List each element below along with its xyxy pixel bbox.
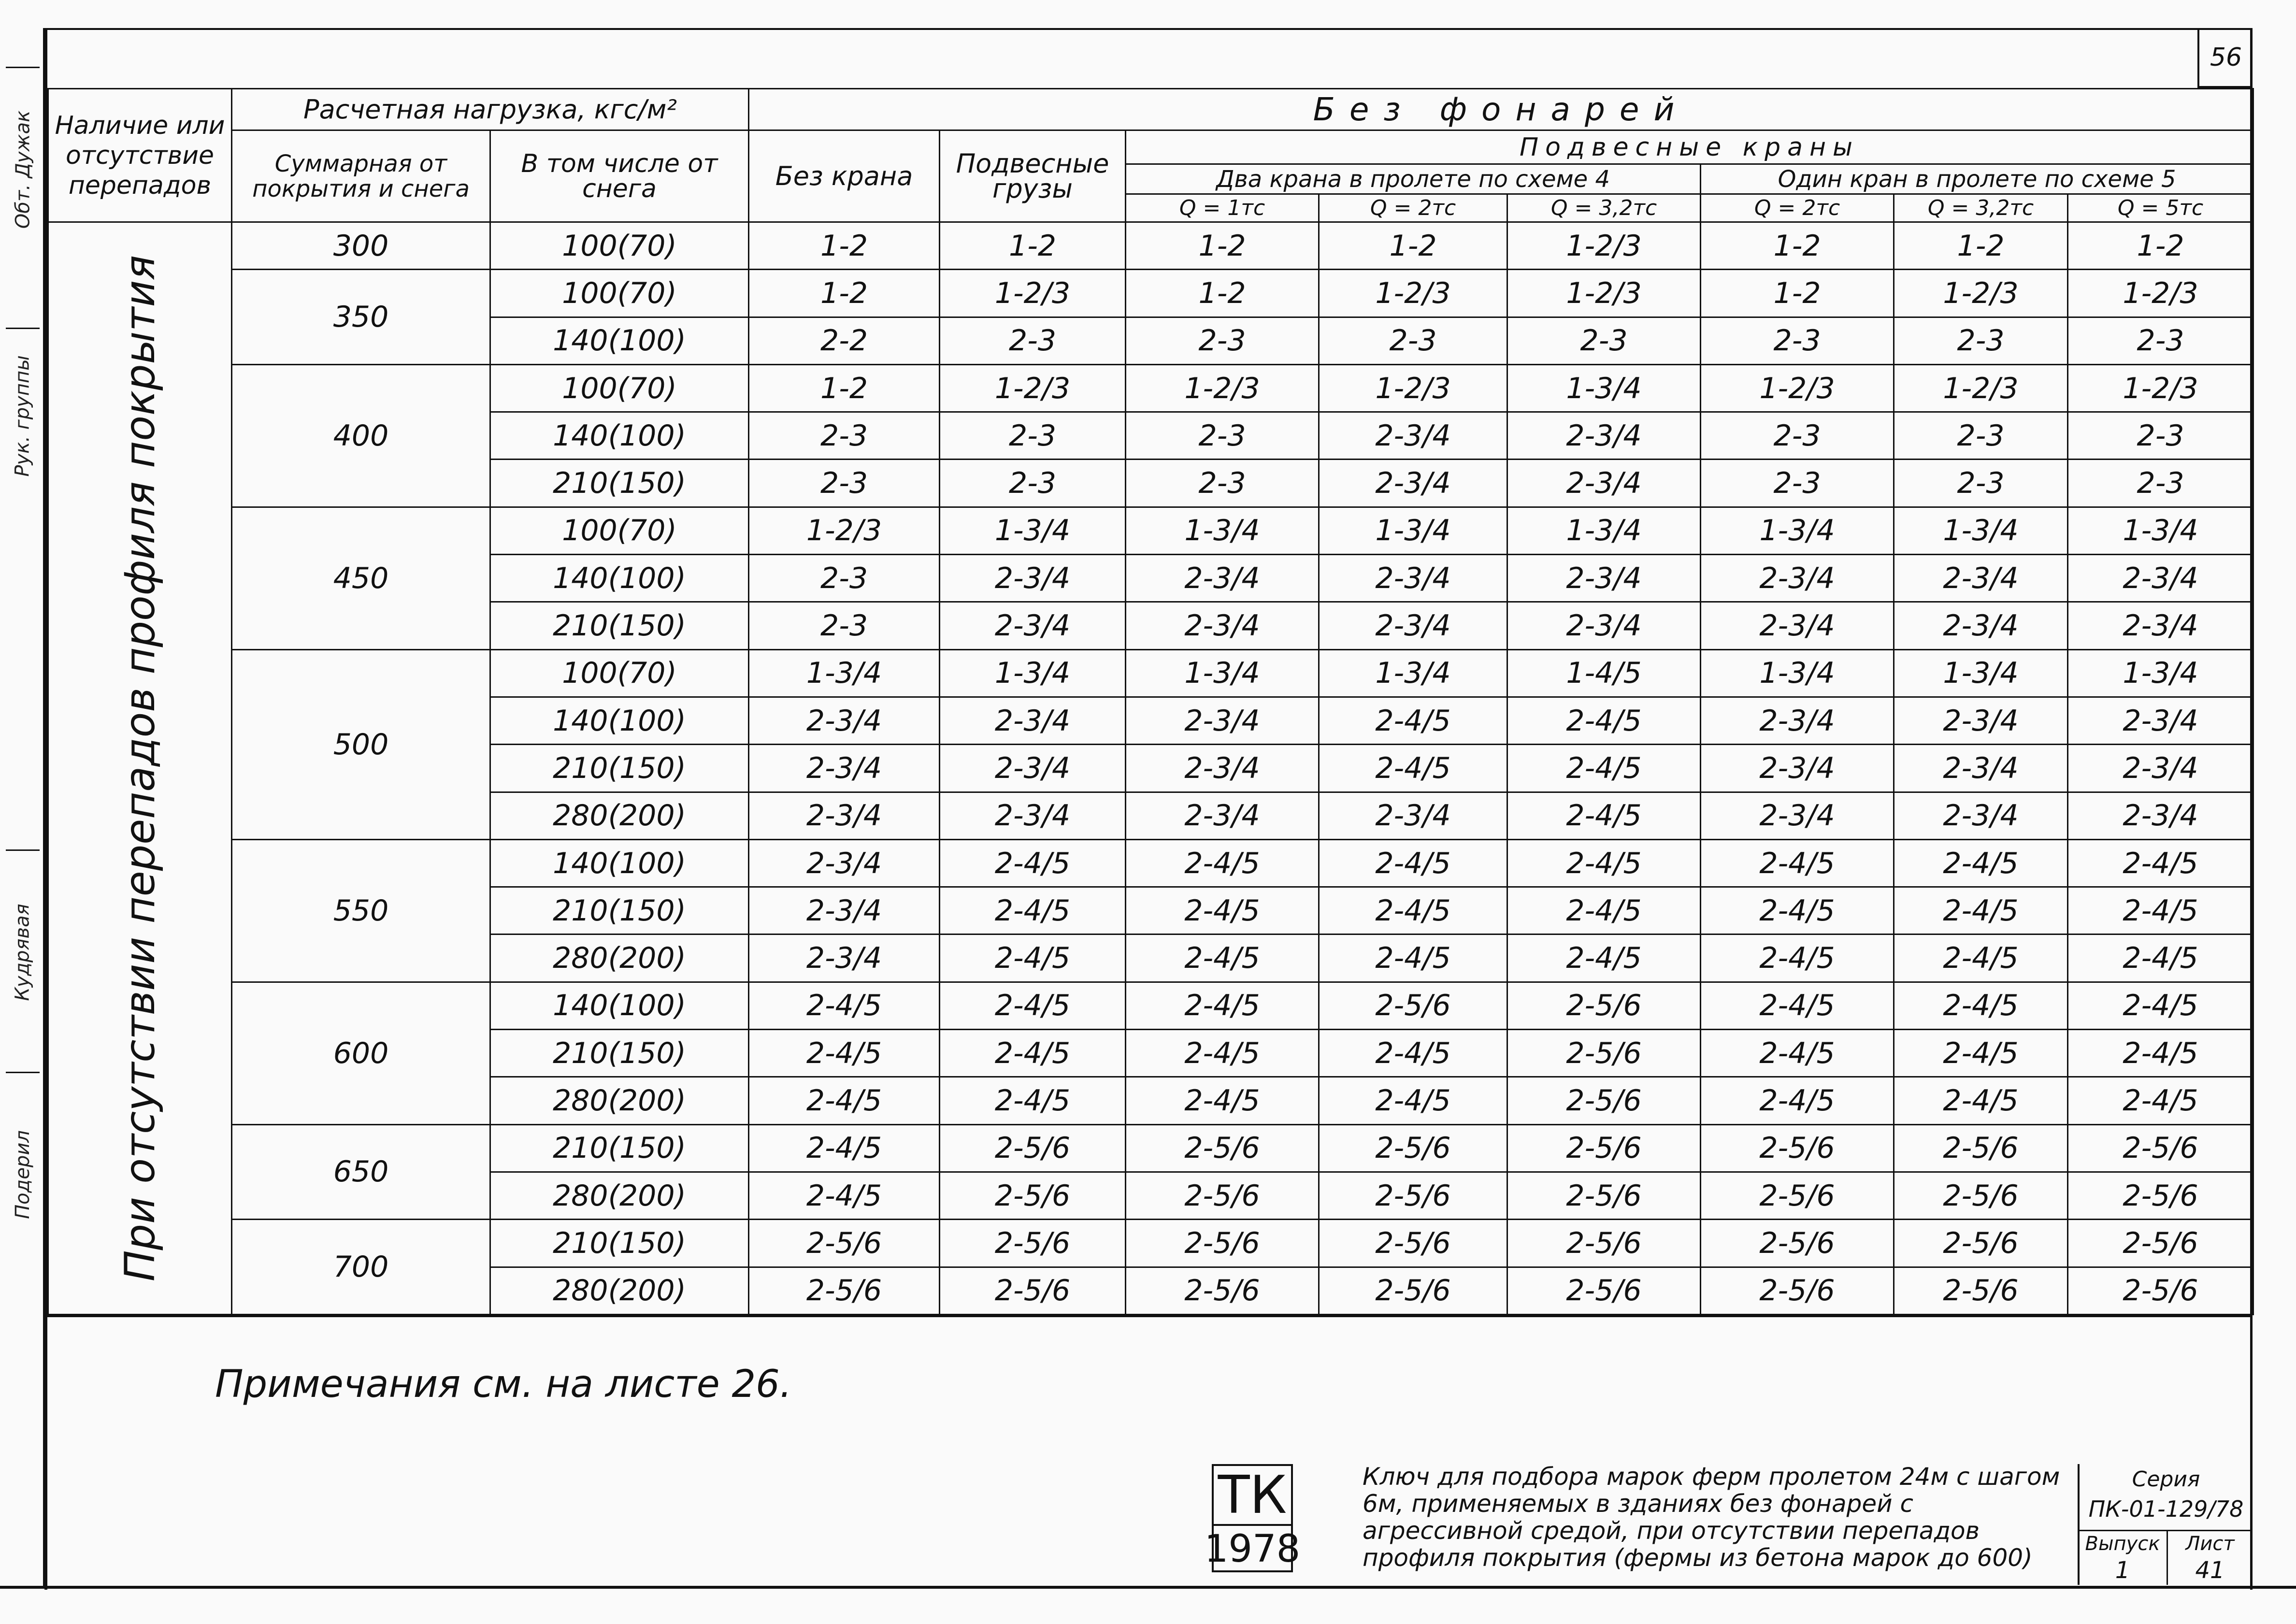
truss-grade-cell: 2-4/5	[2068, 839, 2253, 887]
snow-load-cell: 140(100)	[490, 317, 749, 364]
total-load-cell: 450	[232, 507, 490, 649]
truss-grade-cell: 1-2/3	[1894, 270, 2068, 317]
truss-grade-cell: 1-3/4	[2068, 649, 2253, 697]
snow-load-cell: 140(100)	[490, 982, 749, 1029]
truss-grade-cell: 2-5/6	[940, 1124, 1126, 1172]
truss-grade-cell: 2-3/4	[2068, 697, 2253, 744]
truss-grade-cell: 2-4/5	[1507, 934, 1701, 982]
truss-grade-cell: 1-3/4	[2068, 507, 2253, 554]
snow-load-cell: 210(150)	[490, 460, 749, 507]
truss-grade-cell: 2-5/6	[1701, 1267, 1894, 1314]
total-load-cell: 500	[232, 649, 490, 839]
truss-grade-cell: 1-3/4	[1319, 507, 1507, 554]
truss-grade-cell: 2-4/5	[1126, 934, 1319, 982]
truss-grade-cell: 1-2/3	[1894, 364, 2068, 412]
truss-grade-cell: 2-3	[1126, 317, 1319, 364]
truss-grade-cell: 2-3	[1701, 460, 1894, 507]
total-load-cell: 400	[232, 364, 490, 507]
truss-grade-cell: 1-2	[1126, 222, 1319, 270]
truss-grade-cell: 2-5/6	[1507, 982, 1701, 1029]
truss-grade-cell: 2-3	[1701, 317, 1894, 364]
total-load-cell: 350	[232, 270, 490, 365]
truss-grade-cell: 2-3	[2068, 317, 2253, 364]
snow-load-cell: 210(150)	[490, 602, 749, 649]
truss-grade-cell: 2-3	[1701, 412, 1894, 460]
truss-grade-cell: 2-3/4	[1894, 697, 2068, 744]
truss-grade-cell: 2-3	[1894, 460, 2068, 507]
truss-grade-cell: 2-3/4	[1126, 792, 1319, 839]
truss-grade-cell: 2-3/4	[2068, 745, 2253, 792]
truss-grade-cell: 2-5/6	[1507, 1124, 1701, 1172]
header-capacity: Q = 2тс	[1319, 194, 1507, 222]
truss-grade-cell: 2-4/5	[1126, 982, 1319, 1029]
truss-grade-cell: 2-3/4	[1701, 745, 1894, 792]
truss-grade-cell: 2-3/4	[1126, 602, 1319, 649]
truss-grade-cell: 2-4/5	[749, 1030, 940, 1077]
side-label: При отсутствии перепадов профиля покрытия	[115, 255, 164, 1282]
strip-cell	[6, 1072, 40, 1276]
truss-grade-cell: 2-4/5	[1701, 934, 1894, 982]
total-load-cell: 650	[232, 1124, 490, 1220]
truss-grade-cell: 1-3/4	[1507, 507, 1701, 554]
truss-grade-cell: 1-2	[749, 270, 940, 317]
truss-grade-cell: 2-3/4	[2068, 602, 2253, 649]
truss-grade-cell: 2-5/6	[940, 1172, 1126, 1219]
truss-grade-cell: 2-3/4	[2068, 792, 2253, 839]
truss-grade-cell: 1-2	[1126, 270, 1319, 317]
truss-grade-cell: 2-5/6	[1507, 1030, 1701, 1077]
truss-grade-cell: 1-2/3	[1319, 364, 1507, 412]
header-no-lanterns: Без фонарей	[749, 89, 2253, 130]
table-row	[48, 222, 2253, 270]
truss-grade-cell: 2-5/6	[1319, 1172, 1507, 1219]
table-body	[48, 222, 2253, 1315]
truss-grade-cell: 2-3/4	[1507, 555, 1701, 602]
strip-label: Подерил	[12, 1130, 34, 1219]
snow-load-cell: 280(200)	[490, 934, 749, 982]
series-value: ПК-01-129/78	[2088, 1496, 2244, 1522]
truss-grade-cell: 2-4/5	[1894, 839, 2068, 887]
truss-grade-cell: 1-3/4	[1507, 364, 1701, 412]
truss-grade-cell: 1-2	[1701, 222, 1894, 270]
truss-grade-cell: 1-2/3	[749, 507, 940, 554]
truss-grade-cell: 1-2/3	[1126, 364, 1319, 412]
truss-grade-cell: 2-4/5	[1507, 887, 1701, 934]
truss-grade-cell: 2-5/6	[1894, 1172, 2068, 1219]
truss-grade-cell: 2-4/5	[749, 1124, 940, 1172]
header-no-crane: Без крана	[749, 130, 940, 222]
truss-grade-cell: 2-5/6	[1894, 1124, 2068, 1172]
truss-grade-cell: 2-4/5	[1126, 887, 1319, 934]
header-design-load: Расчетная нагрузка, кгс/м²	[232, 89, 749, 130]
truss-grade-cell: 1-3/4	[1701, 649, 1894, 697]
truss-grade-cell: 2-3	[749, 555, 940, 602]
truss-grade-cell: 2-5/6	[2068, 1124, 2253, 1172]
truss-grade-cell: 1-2	[1319, 222, 1507, 270]
header-two-cranes: Два крана в пролете по схеме 4	[1126, 164, 1701, 194]
truss-grade-cell: 2-3/4	[2068, 555, 2253, 602]
truss-grade-cell: 2-4/5	[2068, 887, 2253, 934]
truss-grade-cell: 2-3/4	[1126, 555, 1319, 602]
strip-cell	[6, 328, 40, 503]
strip-label: Кудрявая	[12, 904, 34, 1001]
table-bottom-rule	[47, 1315, 2253, 1317]
snow-load-cell: 100(70)	[490, 507, 749, 554]
truss-grade-cell: 2-5/6	[749, 1267, 940, 1314]
truss-grade-cell: 2-4/5	[2068, 934, 2253, 982]
truss-grade-cell: 2-5/6	[940, 1220, 1126, 1267]
truss-grade-cell: 2-5/6	[749, 1220, 940, 1267]
table-row	[48, 1220, 2253, 1267]
truss-grade-cell: 2-3/4	[1319, 460, 1507, 507]
truss-grade-cell: 2-4/5	[749, 982, 940, 1029]
truss-grade-cell: 1-3/4	[1701, 507, 1894, 554]
snow-load-cell: 210(150)	[490, 1030, 749, 1077]
truss-grade-cell: 2-5/6	[1701, 1172, 1894, 1219]
sheet-value: 41	[2195, 1557, 2225, 1584]
truss-grade-cell: 2-4/5	[1894, 887, 2068, 934]
truss-grade-cell: 1-3/4	[1894, 649, 2068, 697]
snow-load-cell: 140(100)	[490, 839, 749, 887]
truss-grade-cell: 2-3/4	[1507, 460, 1701, 507]
truss-grade-cell: 2-4/5	[2068, 982, 2253, 1029]
snow-load-cell: 210(150)	[490, 887, 749, 934]
truss-grade-cell: 2-3	[749, 460, 940, 507]
snow-load-cell: 100(70)	[490, 649, 749, 697]
truss-grade-cell: 2-5/6	[1507, 1172, 1701, 1219]
header-hanging-cranes: Подвесные краны	[1126, 130, 2253, 164]
header-capacity: Q = 3,2тс	[1507, 194, 1701, 222]
truss-grade-cell: 2-4/5	[1319, 839, 1507, 887]
title-block-grid	[2078, 1464, 2253, 1585]
series-label: Серия	[2132, 1467, 2200, 1492]
truss-grade-cell: 1-2	[2068, 222, 2253, 270]
truss-grade-cell: 2-3	[940, 412, 1126, 460]
truss-grade-cell: 1-2/3	[1701, 364, 1894, 412]
snow-load-cell: 100(70)	[490, 364, 749, 412]
truss-grade-cell: 2-5/6	[1894, 1267, 2068, 1314]
truss-grade-cell: 2-5/6	[1319, 1124, 1507, 1172]
snow-load-cell: 140(100)	[490, 412, 749, 460]
truss-grade-cell: 2-3	[1319, 317, 1507, 364]
truss-grade-cell: 2-3/4	[1701, 602, 1894, 649]
header-capacity: Q = 3,2тс	[1894, 194, 2068, 222]
issue-label: Выпуск	[2085, 1533, 2160, 1555]
truss-grade-cell: 2-5/6	[1507, 1267, 1701, 1314]
truss-grade-cell: 2-3/4	[1701, 555, 1894, 602]
truss-grade-cell: 2-5/6	[1319, 1267, 1507, 1314]
truss-grade-cell: 2-5/6	[2068, 1267, 2253, 1314]
truss-grade-cell: 2-3/4	[1126, 745, 1319, 792]
truss-grade-cell: 2-4/5	[2068, 1030, 2253, 1077]
truss-grade-cell: 2-3	[1894, 412, 2068, 460]
truss-grade-cell: 2-5/6	[1507, 1220, 1701, 1267]
truss-grade-cell: 2-3	[1507, 317, 1701, 364]
truss-grade-cell: 1-3/4	[1319, 649, 1507, 697]
truss-grade-cell: 2-3/4	[1319, 792, 1507, 839]
truss-grade-cell: 2-3/4	[1701, 697, 1894, 744]
total-load-cell: 300	[232, 222, 490, 270]
strip-label: Обт. Дужак	[12, 110, 34, 229]
snow-load-cell: 140(100)	[490, 697, 749, 744]
truss-grade-cell: 2-4/5	[1319, 1077, 1507, 1124]
header-capacity: Q = 5тс	[2068, 194, 2253, 222]
header-snow-load: В том числе от снега	[490, 130, 749, 222]
table-row	[48, 364, 2253, 412]
total-load-cell: 600	[232, 982, 490, 1124]
truss-grade-cell: 1-2/3	[1507, 222, 1701, 270]
snow-load-cell: 280(200)	[490, 1077, 749, 1124]
truss-grade-cell: 2-4/5	[1701, 1077, 1894, 1124]
truss-grade-cell: 1-2	[749, 222, 940, 270]
snow-load-cell: 140(100)	[490, 555, 749, 602]
truss-grade-cell: 1-4/5	[1507, 649, 1701, 697]
issue-value: 1	[2115, 1557, 2130, 1584]
truss-grade-cell: 2-3	[749, 412, 940, 460]
title-block-logo	[1204, 1464, 1301, 1572]
bottom-frame-line	[0, 1586, 2296, 1589]
logo-tk: ТК	[1214, 1466, 1291, 1526]
truss-grade-cell: 2-4/5	[940, 934, 1126, 982]
truss-grade-cell: 2-3/4	[1126, 697, 1319, 744]
total-load-cell: 700	[232, 1220, 490, 1315]
table-row	[48, 1124, 2253, 1172]
side-label-cell	[48, 222, 232, 1315]
table-row	[48, 839, 2253, 887]
truss-grade-cell: 2-3/4	[1319, 602, 1507, 649]
truss-grade-cell: 2-2	[749, 317, 940, 364]
table-row	[48, 982, 2253, 1029]
table-row	[48, 270, 2253, 317]
truss-grade-cell: 2-5/6	[2068, 1172, 2253, 1219]
truss-grade-cell: 2-5/6	[1126, 1124, 1319, 1172]
truss-grade-cell: 2-3	[2068, 460, 2253, 507]
truss-grade-cell: 1-3/4	[1126, 507, 1319, 554]
strip-label: Рук. группы	[12, 355, 34, 477]
truss-grade-cell: 2-4/5	[1701, 982, 1894, 1029]
truss-grade-cell: 2-5/6	[940, 1267, 1126, 1314]
truss-grade-cell: 2-4/5	[1319, 745, 1507, 792]
truss-grade-cell: 2-3/4	[1507, 602, 1701, 649]
truss-grade-cell: 2-4/5	[940, 1030, 1126, 1077]
truss-grade-cell: 2-4/5	[1507, 839, 1701, 887]
snow-load-cell: 280(200)	[490, 1267, 749, 1314]
truss-grade-cell: 2-4/5	[1126, 1077, 1319, 1124]
truss-grade-cell: 1-2/3	[1507, 270, 1701, 317]
truss-grade-cell: 2-3/4	[1319, 412, 1507, 460]
truss-grade-cell: 2-4/5	[1701, 1030, 1894, 1077]
truss-grade-cell: 2-4/5	[1126, 839, 1319, 887]
snow-load-cell: 280(200)	[490, 792, 749, 839]
truss-grade-cell: 2-4/5	[940, 839, 1126, 887]
truss-grade-cell: 2-3/4	[749, 934, 940, 982]
truss-grade-cell: 1-2/3	[940, 364, 1126, 412]
header-capacity: Q = 2тс	[1701, 194, 1894, 222]
truss-grade-cell: 2-4/5	[1507, 745, 1701, 792]
truss-grade-cell: 2-5/6	[1507, 1077, 1701, 1124]
header-capacity: Q = 1тс	[1126, 194, 1319, 222]
truss-grade-cell: 2-3/4	[749, 697, 940, 744]
truss-grade-cell: 2-5/6	[1701, 1220, 1894, 1267]
truss-grade-cell: 2-3	[940, 460, 1126, 507]
snow-load-cell: 100(70)	[490, 222, 749, 270]
truss-grade-cell: 1-2	[749, 364, 940, 412]
truss-grade-cell: 2-3/4	[1894, 792, 2068, 839]
sheet-label: Лист	[2185, 1533, 2235, 1555]
truss-grade-cell: 1-2	[1894, 222, 2068, 270]
truss-grade-cell: 1-2/3	[2068, 270, 2253, 317]
truss-grade-cell: 2-3/4	[749, 839, 940, 887]
truss-grade-cell: 2-4/5	[940, 887, 1126, 934]
truss-grade-cell: 2-4/5	[1701, 839, 1894, 887]
truss-grade-cell: 2-4/5	[1319, 1030, 1507, 1077]
truss-grade-cell: 2-5/6	[1126, 1267, 1319, 1314]
truss-grade-cell: 2-3/4	[940, 555, 1126, 602]
truss-grade-cell: 2-4/5	[1701, 887, 1894, 934]
total-load-cell: 550	[232, 839, 490, 982]
truss-grade-cell: 2-5/6	[2068, 1220, 2253, 1267]
truss-grade-cell: 2-3	[940, 317, 1126, 364]
truss-grade-cell: 2-4/5	[1319, 697, 1507, 744]
truss-grade-cell: 2-4/5	[940, 982, 1126, 1029]
snow-load-cell: 280(200)	[490, 1172, 749, 1219]
left-stamp-strip	[0, 28, 44, 1586]
truss-grade-cell: 1-2/3	[940, 270, 1126, 317]
truss-grade-cell: 2-5/6	[1894, 1220, 2068, 1267]
strip-cell	[6, 67, 40, 271]
truss-grade-cell: 2-4/5	[940, 1077, 1126, 1124]
grid-line	[2080, 1530, 2253, 1531]
truss-grade-cell: 1-3/4	[1894, 507, 2068, 554]
truss-grade-cell: 2-3/4	[940, 602, 1126, 649]
truss-grade-cell: 2-3/4	[749, 745, 940, 792]
truss-grade-cell: 2-5/6	[1319, 1220, 1507, 1267]
truss-grade-cell: 2-5/6	[1319, 982, 1507, 1029]
truss-grade-cell: 2-3/4	[940, 697, 1126, 744]
truss-grade-cell: 2-3/4	[1894, 745, 2068, 792]
truss-grade-cell: 1-3/4	[940, 649, 1126, 697]
truss-grade-cell: 2-5/6	[1701, 1124, 1894, 1172]
truss-grade-cell: 2-4/5	[1126, 1030, 1319, 1077]
truss-grade-cell: 1-2	[1701, 270, 1894, 317]
truss-grade-cell: 2-4/5	[1894, 982, 2068, 1029]
header-hanging-loads: Подвесные грузы	[940, 130, 1126, 222]
truss-grade-cell: 1-2/3	[2068, 364, 2253, 412]
truss-grade-cell: 2-3	[1894, 317, 2068, 364]
truss-grade-cell: 2-4/5	[1894, 934, 2068, 982]
truss-grade-cell: 2-3/4	[1319, 555, 1507, 602]
truss-grade-cell: 2-3	[2068, 412, 2253, 460]
truss-grade-cell: 2-3/4	[940, 792, 1126, 839]
strip-cell	[6, 849, 40, 1054]
snow-load-cell: 210(150)	[490, 745, 749, 792]
truss-grade-cell: 2-3	[1126, 460, 1319, 507]
truss-grade-cell: 2-4/5	[749, 1172, 940, 1219]
truss-grade-cell: 2-4/5	[1319, 934, 1507, 982]
truss-grade-cell: 2-3/4	[749, 887, 940, 934]
truss-grade-cell: 1-2/3	[1319, 270, 1507, 317]
truss-grade-cell: 2-3	[1126, 412, 1319, 460]
title-block-description: Ключ для подбора марок ферм пролетом 24м с шагом 6м, применяемых в зданиях без фонарей с агрессивной средой, при отсутствии перепадов профиля покрытия (фермы из бетона марок до 600)	[1363, 1463, 2060, 1572]
truss-grade-cell: 2-4/5	[749, 1077, 940, 1124]
truss-key-table	[47, 88, 2254, 1315]
header-presence: Наличие или отсутствие перепадов	[48, 89, 232, 222]
truss-grade-cell: 2-4/5	[1319, 887, 1507, 934]
truss-grade-cell: 1-3/4	[940, 507, 1126, 554]
header-one-crane: Один кран в пролете по схеме 5	[1701, 164, 2253, 194]
truss-grade-cell: 2-5/6	[1126, 1220, 1319, 1267]
truss-grade-cell: 2-4/5	[1507, 792, 1701, 839]
truss-grade-cell: 2-4/5	[2068, 1077, 2253, 1124]
truss-grade-cell: 2-3/4	[1894, 602, 2068, 649]
truss-grade-cell: 2-4/5	[1507, 697, 1701, 744]
table-row	[48, 507, 2253, 554]
sheet-number: 56	[2197, 29, 2253, 88]
snow-load-cell: 210(150)	[490, 1220, 749, 1267]
truss-grade-cell: 2-3/4	[1894, 555, 2068, 602]
truss-grade-cell: 1-2	[940, 222, 1126, 270]
truss-grade-cell: 2-3/4	[749, 792, 940, 839]
truss-grade-cell: 2-4/5	[1894, 1030, 2068, 1077]
truss-grade-cell: 1-3/4	[1126, 649, 1319, 697]
table-row	[48, 649, 2253, 697]
truss-grade-cell: 1-3/4	[749, 649, 940, 697]
truss-grade-cell: 2-3/4	[1701, 792, 1894, 839]
header-total-load: Суммарная от покрытия и снега	[232, 130, 490, 222]
note-text: Примечания см. на листе 26.	[215, 1363, 792, 1406]
truss-grade-cell: 2-3/4	[1507, 412, 1701, 460]
snow-load-cell: 100(70)	[490, 270, 749, 317]
truss-grade-cell: 2-3/4	[940, 745, 1126, 792]
snow-load-cell: 210(150)	[490, 1124, 749, 1172]
truss-grade-cell: 2-4/5	[1894, 1077, 2068, 1124]
logo-year: 1978	[1204, 1527, 1301, 1571]
truss-grade-cell: 2-3	[749, 602, 940, 649]
truss-grade-cell: 2-5/6	[1126, 1172, 1319, 1219]
